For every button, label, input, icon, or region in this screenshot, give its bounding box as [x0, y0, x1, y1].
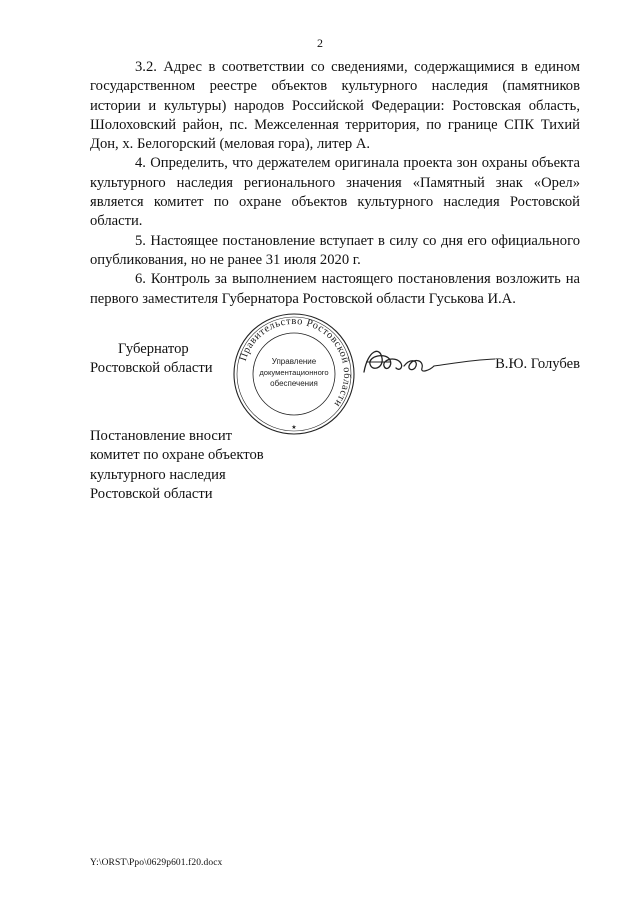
official-seal: [230, 312, 358, 436]
signer-title: [90, 340, 230, 379]
signer-title-line1: Губернатор: [118, 341, 189, 357]
executor-note-line1: Постановление вносит: [90, 428, 233, 444]
seal-star-icon: ★: [291, 424, 297, 431]
signer-name: В.Ю. Голубев: [495, 356, 580, 372]
file-path-footer: Y:\ORST\Ppo\0629p601.f20.docx: [90, 858, 223, 868]
executor-note-line2: комитет по охране объектов: [90, 447, 264, 464]
executor-note: [90, 427, 340, 504]
paragraph-5: 5. Настоящее постановление вступает в силу со дня его официального опубликования, но не ранее 31 июля 2020 г.: [90, 232, 580, 268]
document-body: [90, 58, 580, 309]
paragraph-6: 6. Контроль за выполнением настоящего постановления возложить на первого заместителя Губернатора Ростовской области Гуськова И.А.: [90, 271, 580, 307]
executor-note-line4: Ростовской области: [90, 485, 213, 502]
paragraph-4: 4. Определить, что держателем оригинала проекта зон охраны объекта культурного наследия регионального значения «Памятный знак «Орел» является комитет по охране объектов культурного наследия Ростовской области.: [90, 155, 580, 230]
executor-note-line3: культурного наследия: [90, 466, 226, 483]
paragraph-3-2: 3.2. Адрес в соответствии со сведениями, содержащимися в едином государственном реестре объектов культурного наследия (памятников истории и культуры) народов Российской Федерации: Ростовская область, Шолоховский район, пс. Межселенная территория, по границе СПК Тихий Дон, х. Белогорский (меловая гора), литер А.: [90, 59, 580, 153]
handwritten-signature: [360, 342, 500, 382]
seal-outer-text: Правительство Ростовской области: [237, 315, 353, 409]
seal-inner-line3: обеспечения: [270, 379, 318, 388]
page-number: 2: [317, 36, 323, 50]
seal-inner-line2: документационного: [259, 368, 329, 377]
signer-title-line2: Ростовской области: [90, 360, 213, 377]
signature-block: [90, 300, 580, 440]
seal-inner-line1: Управление: [271, 357, 317, 366]
